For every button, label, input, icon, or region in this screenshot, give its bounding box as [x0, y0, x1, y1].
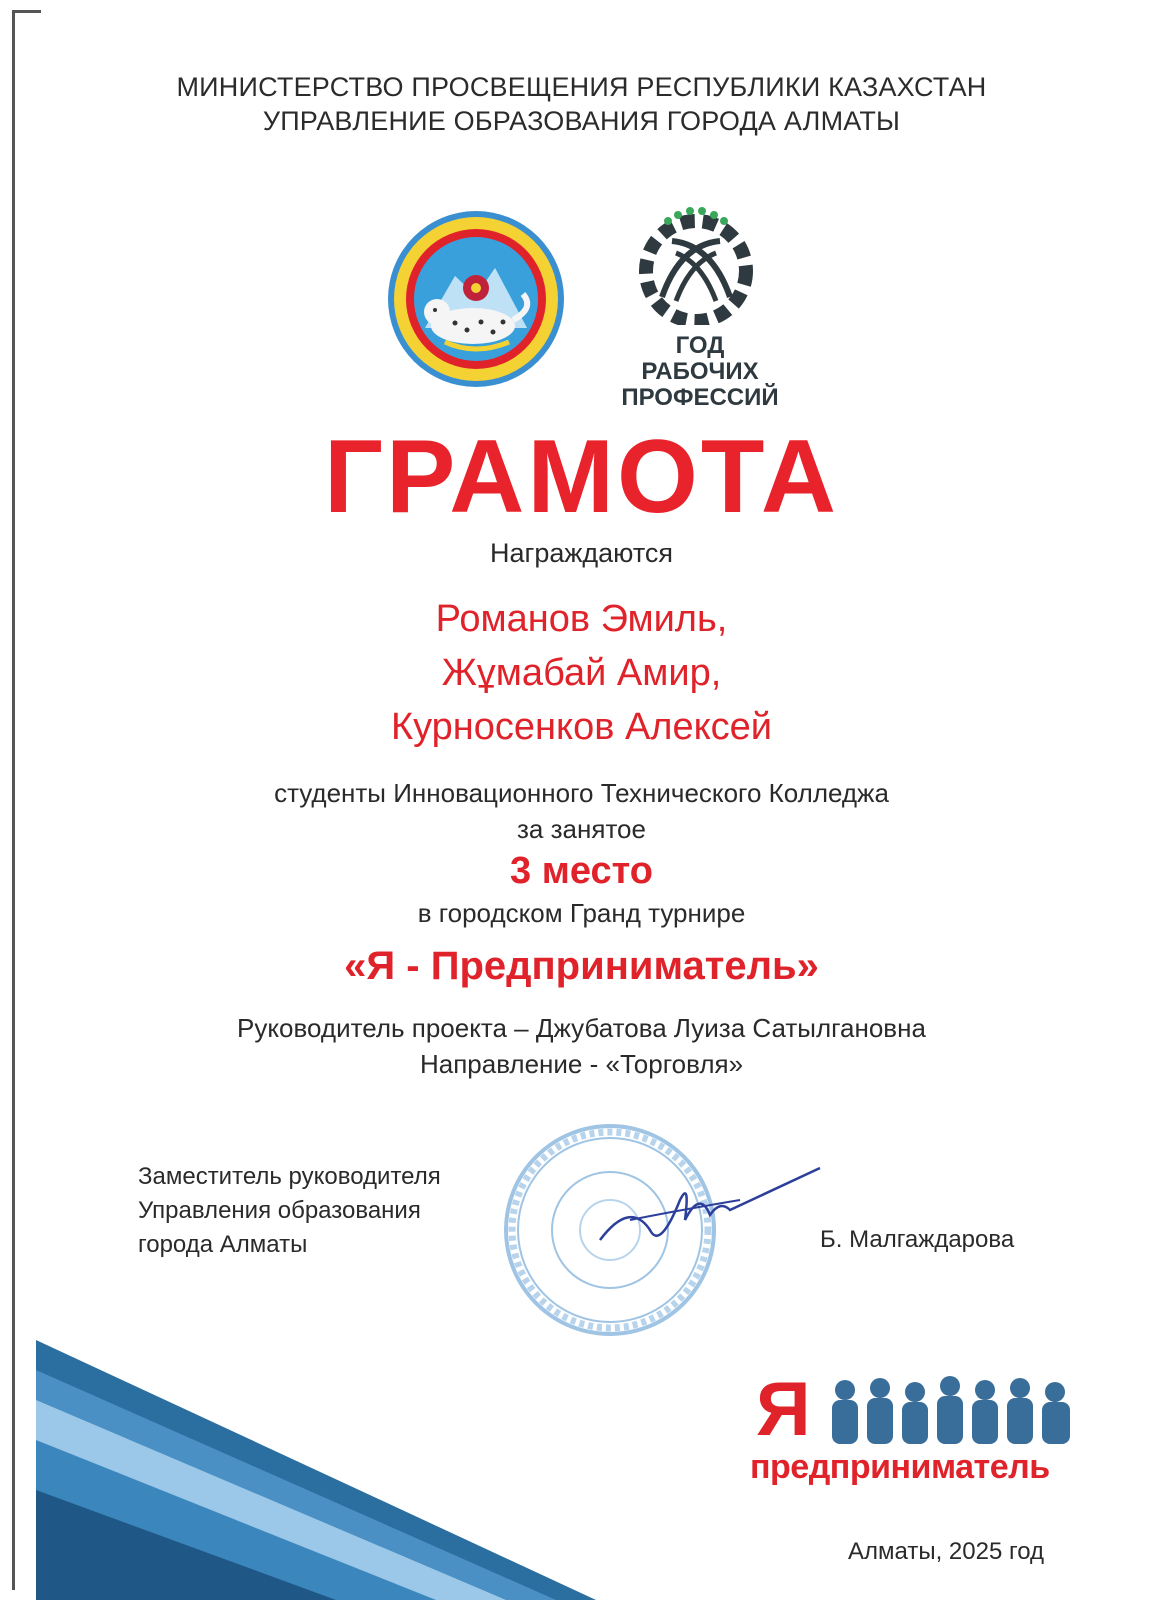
year-logo-line1: ГОД РАБОЧИХ	[641, 332, 759, 385]
year-logo-line2: ПРОФЕССИЙ	[621, 384, 779, 411]
recipients-list	[0, 592, 1163, 754]
signatory-title-line: Управления образования	[138, 1197, 421, 1224]
brand-letter: Я	[756, 1367, 811, 1452]
signatory-title-line: Заместитель руководителя	[138, 1163, 441, 1190]
ya-predprinimatel-logo	[750, 1367, 1090, 1500]
ministry-line: МИНИСТЕРСТВО ПРОСВЕЩЕНИЯ РЕСПУБЛИКИ КАЗАХСТАН	[176, 72, 987, 102]
contest-name: «Я - Предприниматель»	[344, 944, 819, 988]
leader-line: Руководитель проекта – Джубатова Луиза Сатылгановна	[237, 1013, 926, 1043]
tournament-line: в городском Гранд турнире	[417, 898, 746, 928]
place-and-year: Алматы, 2025 год	[848, 1538, 1045, 1565]
decorative-corner-ribbon	[36, 1340, 596, 1600]
signatory-title	[138, 1160, 441, 1262]
recipient-name: Жұмабай Амир,	[441, 652, 722, 694]
recipient-name: Курносенков Алексей	[390, 706, 773, 748]
for-line: за занятое	[517, 814, 646, 844]
year-of-professions-logo	[620, 205, 780, 411]
almaty-coat-of-arms-icon	[385, 208, 567, 390]
direction-line: Направление - «Торговля»	[419, 1049, 744, 1079]
recipient-name: Романов Эмиль,	[435, 598, 728, 640]
students-line: студенты Инновационного Технического Колледжа	[274, 778, 889, 808]
brand-word: предприниматель	[750, 1448, 1050, 1486]
gear-yurt-icon	[620, 205, 780, 325]
certificate-title: ГРАМОТА	[324, 419, 839, 535]
department-line: УПРАВЛЕНИЕ ОБРАЗОВАНИЯ ГОРОДА АЛМАТЫ	[262, 106, 901, 136]
students-description	[0, 775, 1163, 847]
ministry-header	[0, 70, 1163, 138]
awarded-label: Награждаются	[489, 538, 674, 568]
scan-corner-mark	[12, 10, 41, 39]
place-awarded: 3 место	[510, 850, 653, 892]
project-info	[0, 1010, 1163, 1082]
signatory-title-line: города Алматы	[138, 1231, 308, 1258]
handwritten-signature	[590, 1160, 830, 1260]
signatory-name: Б. Малгаждарова	[820, 1226, 1015, 1253]
